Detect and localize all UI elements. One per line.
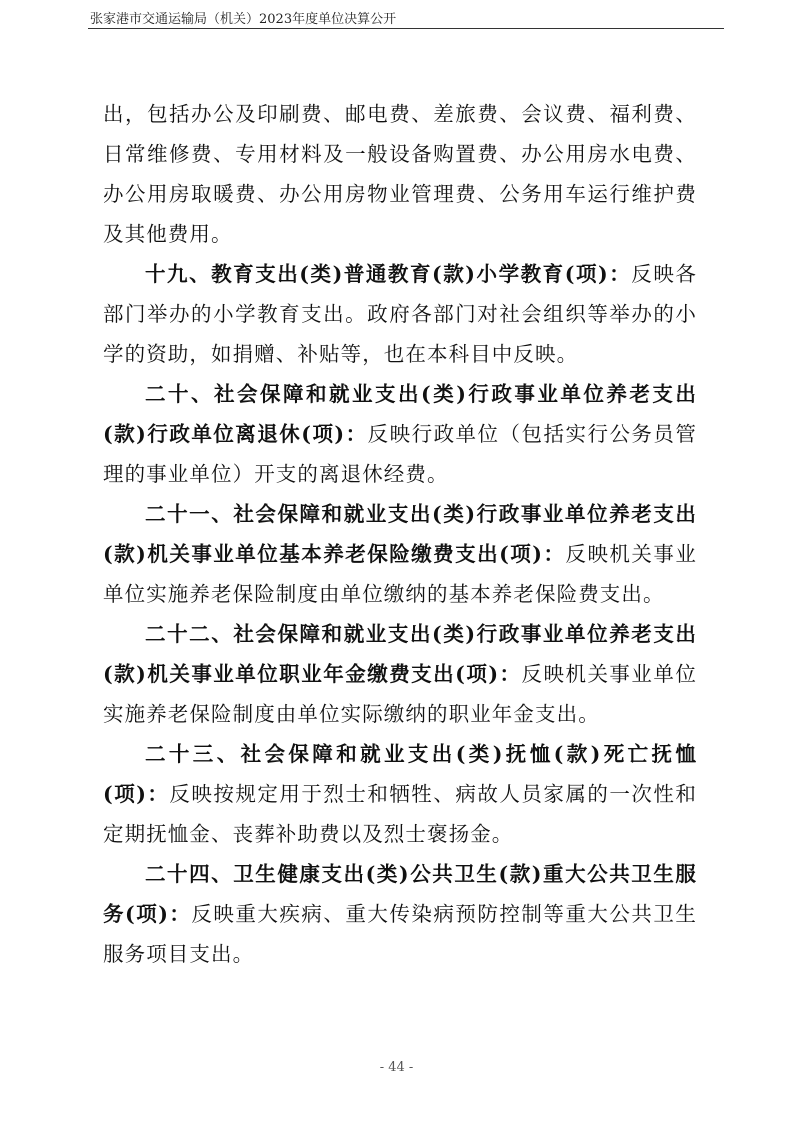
paragraph-text: 反映重大疾病、重大传染病预防控制等重大公共卫生服务项目支出。 [103, 902, 697, 966]
item-heading: 二十、社会保障和就业支出(类)行政事业单位养老支出(款)行政单位离退休(项)： [103, 382, 697, 446]
paragraph-item-22 [103, 614, 697, 734]
paragraph-text: 反映各部门举办的小学教育支出。政府各部门对社会组织等举办的小学的资助，如捐赠、补贴等，也在本科目中反映。 [103, 262, 697, 366]
paragraph-item-21 [103, 494, 697, 614]
paragraph-item-24 [103, 854, 697, 974]
paragraph-item-20 [103, 374, 697, 494]
item-heading: 二十四、卫生健康支出(类)公共卫生(款)重大公共卫生服务(项)： [103, 862, 697, 926]
paragraph-text: 反映按规定用于烈士和牺牲、病故人员家属的一次性和定期抚恤金、丧葬补助费以及烈士褒扬金。 [103, 782, 697, 846]
page-number: - 44 - [379, 1060, 414, 1075]
item-heading: 二十一、社会保障和就业支出(类)行政事业单位养老支出(款)机关事业单位基本养老保险缴费支出(项)： [103, 502, 697, 566]
paragraph-text: 出，包括办公及印刷费、邮电费、差旅费、会议费、福利费、日常维修费、专用材料及一般设备购置费、办公用房水电费、办公用房取暖费、办公用房物业管理费、公务用车运行维护费及其他费用。 [103, 102, 697, 246]
header-rule [88, 28, 724, 29]
paragraph-item-19 [103, 254, 697, 374]
paragraph-text: 反映机关事业单位实施养老保险制度由单位实际缴纳的职业年金支出。 [103, 662, 697, 726]
running-header: 张家港市交通运输局（机关）2023年度单位决算公开 [90, 12, 397, 27]
item-heading: 二十二、社会保障和就业支出(类)行政事业单位养老支出(款)机关事业单位职业年金缴费支出(项)： [103, 622, 697, 686]
item-heading: 二十三、社会保障和就业支出(类)抚恤(款)死亡抚恤(项)： [103, 742, 697, 806]
paragraph-item-23 [103, 734, 697, 854]
paragraph-text: 反映机关事业单位实施养老保险制度由单位缴纳的基本养老保险费支出。 [103, 542, 697, 606]
document-body [103, 94, 697, 974]
paragraph-continuation [103, 94, 697, 254]
paragraph-text: 反映行政单位（包括实行公务员管理的事业单位）开支的离退休经费。 [103, 422, 698, 486]
item-heading: 十九、教育支出(类)普通教育(款)小学教育(项)： [145, 262, 632, 286]
